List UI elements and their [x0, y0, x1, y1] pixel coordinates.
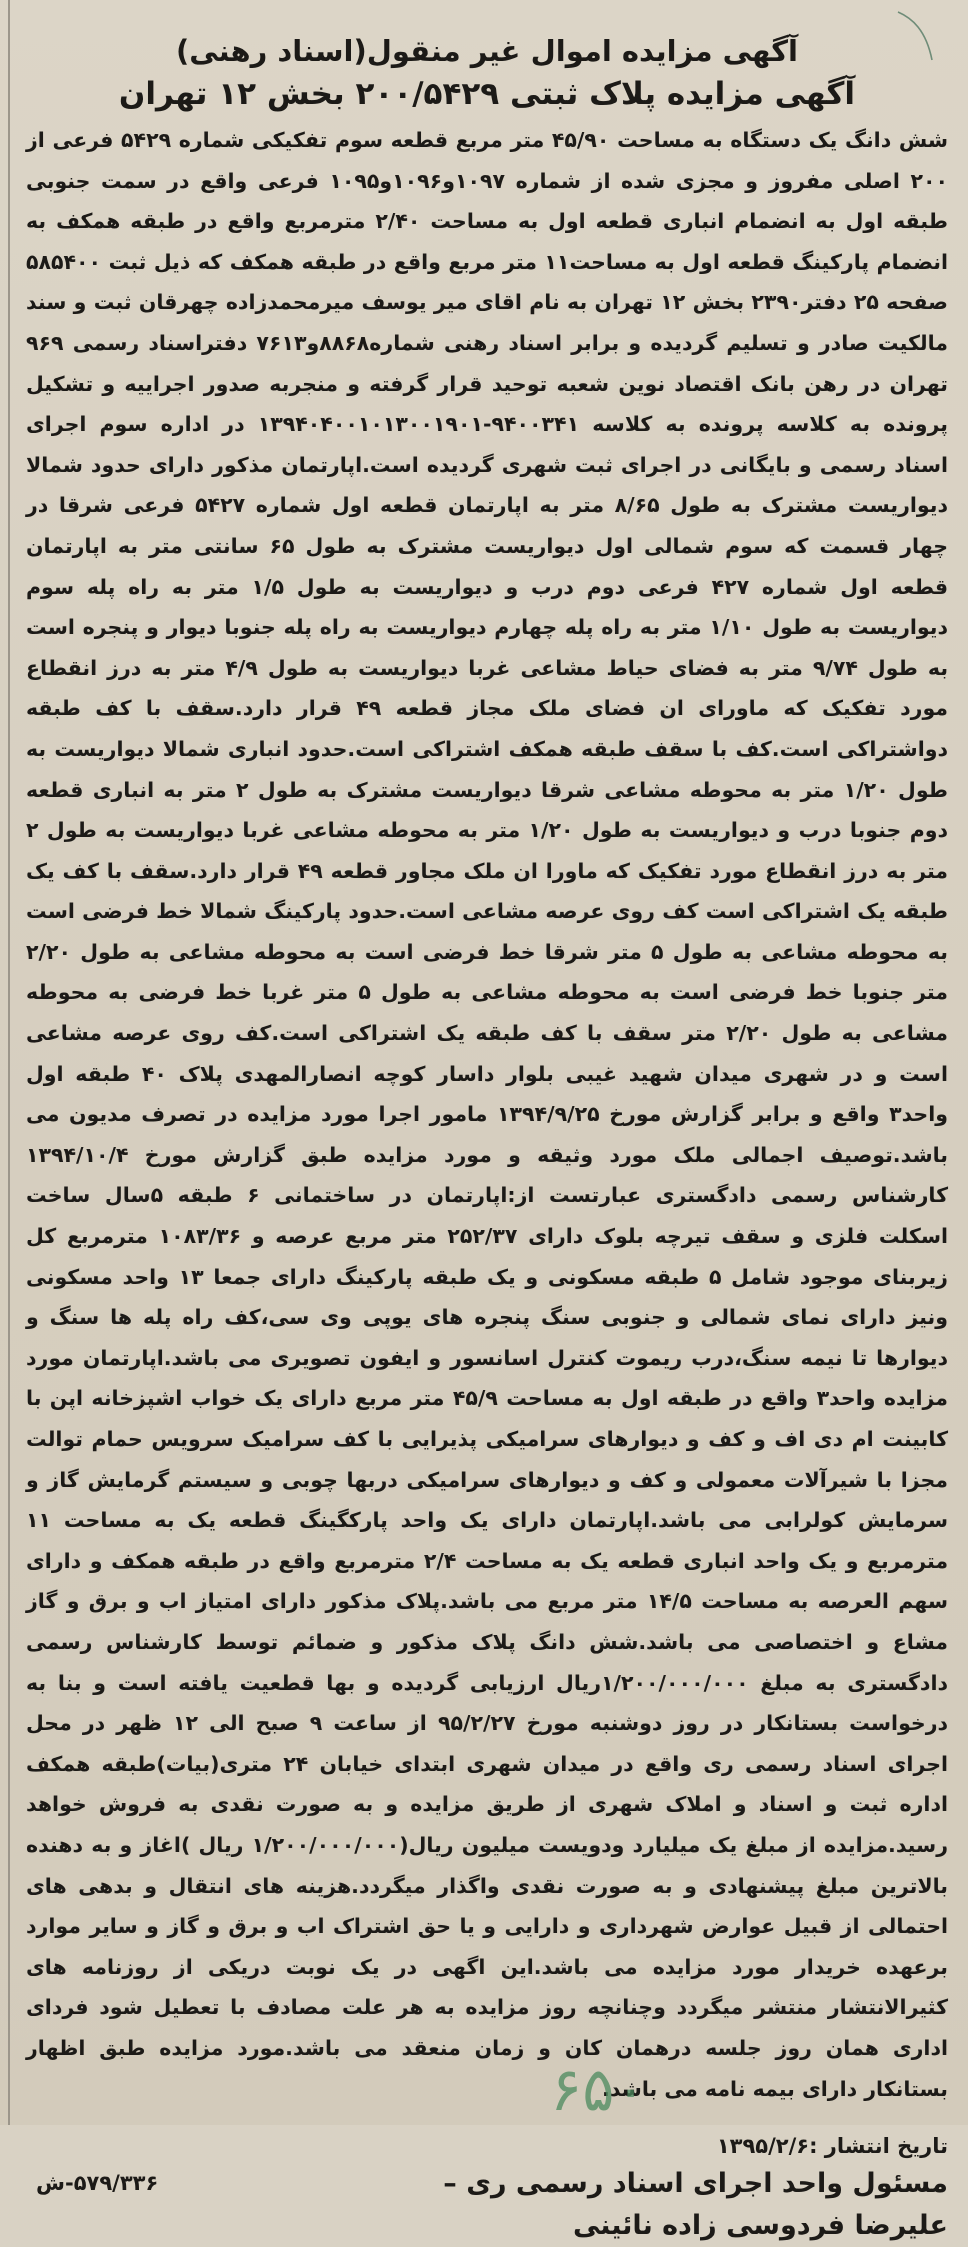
notice-footer	[26, 2129, 948, 2247]
headline-plate-number: آگهی مزایده پلاک ثبتی ۲۰۰/۵۴۲۹ بخش ۱۲ تهران	[118, 76, 856, 112]
signature-name: علیرضا فردوسی زاده نائینی	[572, 2210, 948, 2242]
pencil-curl-mark	[892, 8, 938, 68]
signature-title: مسئول واحد اجرای اسناد رسمی ری –	[443, 2168, 948, 2200]
margin-rule	[8, 0, 10, 2125]
notice-body: شش دانگ یک دستگاه به مساحت ۴۵/۹۰ متر مربع قطعه سوم تفکیکی شماره ۵۴۲۹ فرعی از ۲۰۰ اصلی مفروز و مجزی شده از شماره ۱۰۹۷و۱۰۹۶و۱۰۹۵ فرعی واقع در سمت جنوبی طبقه اول به انضمام انباری قطعه اول به مساحت ۲/۴۰ مترمربع واقع در طبقه همکف به انضمام پارکینگ قطعه اول به مساحت۱۱ متر مربع واقع در طبقه همکف که ذیل ثبت ۵۸۵۴۰۰ صفحه ۲۵ دفتر۲۳۹۰ بخش ۱۲ تهران به نام اقای میر یوسف میرمحمدزاده چهرقان ثبت و سند مالکیت صادر و تسلیم گردیده و برابر اسناد رهنی شماره۸۸۶۸و۷۶۱۳ دفتراسناد رسمی ۹۶۹ تهران در رهن بانک اقتصاد نوین شعبه توحید قرار گرفته و منجربه صدور اجراییه و تشکیل پرونده به کلاسه پرونده به کلاسه ۹۴۰۰۳۴۱-۱۳۹۴۰۴۰۰۱۰۱۳۰۰۱۹۰۱ در اداره سوم اجرای اسناد رسمی و بایگانی در اجرای ثبت شهری گردیده است.اپارتمان مذکور دارای حدود شمالا دیواریست مشترک به طول ۸/۶۵ متر به اپارتمان قطعه اول شماره ۵۴۲۷ فرعی شرقا در چهار قسمت که سوم شمالی اول دیواریست مشترک به طول ۶۵ سانتی متر به اپارتمان قطعه اول شماره ۴۲۷ فرعی دوم درب و دیواریست به طول ۱/۵ متر به راه پله سوم دیواریست به طول ۱/۱۰ متر به راه پله چهارم دیواریست به راه پله جنوبا دیوار و پنجره است به طول ۹/۷۴ متر به فضای حیاط مشاعی غربا دیواریست به طول ۴/۹ متر به درز انقطاع مورد تفکیک که ماورای ان فضای ملک مجاز قطعه ۴۹ قرار دارد.سقف با کف طبقه دواشتراکی است.کف با سقف طبقه همکف اشتراکی است.حدود انباری شمالا دیواریست به طول ۱/۲۰ متر به محوطه مشاعی شرقا دیواریست مشترک به طول ۲ متر به انباری قطعه دوم جنوبا درب و دیواریست به طول ۱/۲۰ متر به محوطه مشاعی غربا دیواریست به طول ۲ متر به درز انقطاع مورد تفکیک که ماورا ان ملک مجاور قطعه ۴۹ قرار دارد.سقف با کف یک طبقه یک اشتراکی است کف روی عرصه مشاعی است.حدود پارکینگ شمالا خط فرضی است به محوطه مشاعی به طول ۵ متر شرقا خط فرضی است به محوطه مشاعی به طول ۲/۲۰ متر جنوبا خط فرضی است به محوطه مشاعی به طول ۵ متر غربا خط فرضی به محوطه مشاعی به طول ۲/۲۰ متر سقف با کف طبقه یک اشتراکی است.کف روی عرصه مشاعی است و در شهری میدان شهید غیبی بلوار داسار کوچه انصارالمهدی پلاک ۴۰ طبقه اول واحد۳ واقع و برابر گزارش مورخ ۱۳۹۴/۹/۲۵ مامور اجرا مورد مزایده در تصرف مدیون می باشد.توصیف اجمالی ملک مورد وثیقه و مورد مزایده طبق گزارش مورخ ۱۳۹۴/۱۰/۴ کارشناس رسمی دادگستری عبارتست از:اپارتمان در ساختمانی ۶ طبقه ۵سال ساخت اسکلت فلزی و سقف تیرچه بلوک دارای ۲۵۲/۳۷ متر مربع عرصه و ۱۰۸۳/۳۶ مترمربع کل زیربنای موجود شامل ۵ طبقه مسکونی و یک طبقه پارکینگ دارای جمعا ۱۳ واحد مسکونی ونیز دارای نمای شمالی و جنوبی سنگ پنجره های یوپی وی سی،کف راه پله ها سنگ و دیوارها تا نیمه سنگ،درب ریموت کنترل اسانسور و ایفون تصویری می باشد.اپارتمان مورد مزایده واحد۳ واقع در طبقه اول به مساحت ۴۵/۹ متر مربع دارای یک خواب اشپزخانه اپن با کابینت ام دی اف و کف و دیوارهای سرامیکی پذیرایی با کف سرامیک سرویس حمام توالت مجزا با شیرآلات معمولی و کف و دیوارهای سرامیکی دربها چوبی و سیستم گرمایش گاز و سرمایش کولرابی می باشد.اپارتمان دارای یک واحد پارکگینگ قطعه یک به مساحت ۱۱ مترمربع و یک واحد انباری قطعه یک به مساحت ۲/۴ مترمربع واقع در طبقه همکف و دارای سهم العرصه به مساحت ۱۴/۵ متر مربع می باشد.پلاک مذکور دارای امتیاز اب و برق و گاز مشاع و اختصاصی می باشد.شش دانگ پلاک مذکور و ضمائم توسط کارشناس رسمی دادگستری به مبلغ ۱/۲۰۰/۰۰۰/۰۰۰ریال ارزیابی گردیده و بها قطعیت یافته است و بنا به درخواست بستانکار در روز دوشنبه مورخ ۹۵/۲/۲۷ از ساعت ۹ صبح الی ۱۲ ظهر در محل اجرای اسناد رسمی ری واقع در میدان شهری ابتدای خیابان ۲۴ متری(بیات)طبقه همکف اداره ثبت و اسناد و املاک شهری از طریق مزایده و به صورت نقدی به فروش خواهد رسید.مزایده از مبلغ یک میلیارد ودویست میلیون ریال(۱/۲۰۰/۰۰۰/۰۰۰ ریال )اغاز و به دهنده بالاترین مبلغ پیشنهادی و به صورت نقدی واگذار میگردد.هزینه های انتقال و بدهی های احتمالی از قبیل عوارض شهرداری و دارایی و یا حق اشتراک اب و برق و گاز و سایر موارد برعهده خریدار مورد مزایده می باشد.این اگهی در یک نوبت دریکی از روزنامه های کثیرالانتشار منتشر میگردد وچنانچه روز مزایده به هر علت مصادف با تعطیل شود فردای اداری همان روز جلسه درهمان کان و زمان منعقد می باشد.مورد مزایده طبق اظهار بستانکار دارای بیمه نامه می باشد.	[26, 128, 949, 2101]
reference-number: ۵۷۹/۳۳۶-ش	[36, 2171, 159, 2196]
publication-date: تاریخ انتشار :۱۳۹۵/۲/۶	[716, 2134, 948, 2159]
headline-auction-notice: آگهی مزایده اموال غیر منقول(اسناد رهنی)	[176, 34, 798, 68]
handwritten-number-mark: ۶۵۰	[550, 2055, 647, 2125]
